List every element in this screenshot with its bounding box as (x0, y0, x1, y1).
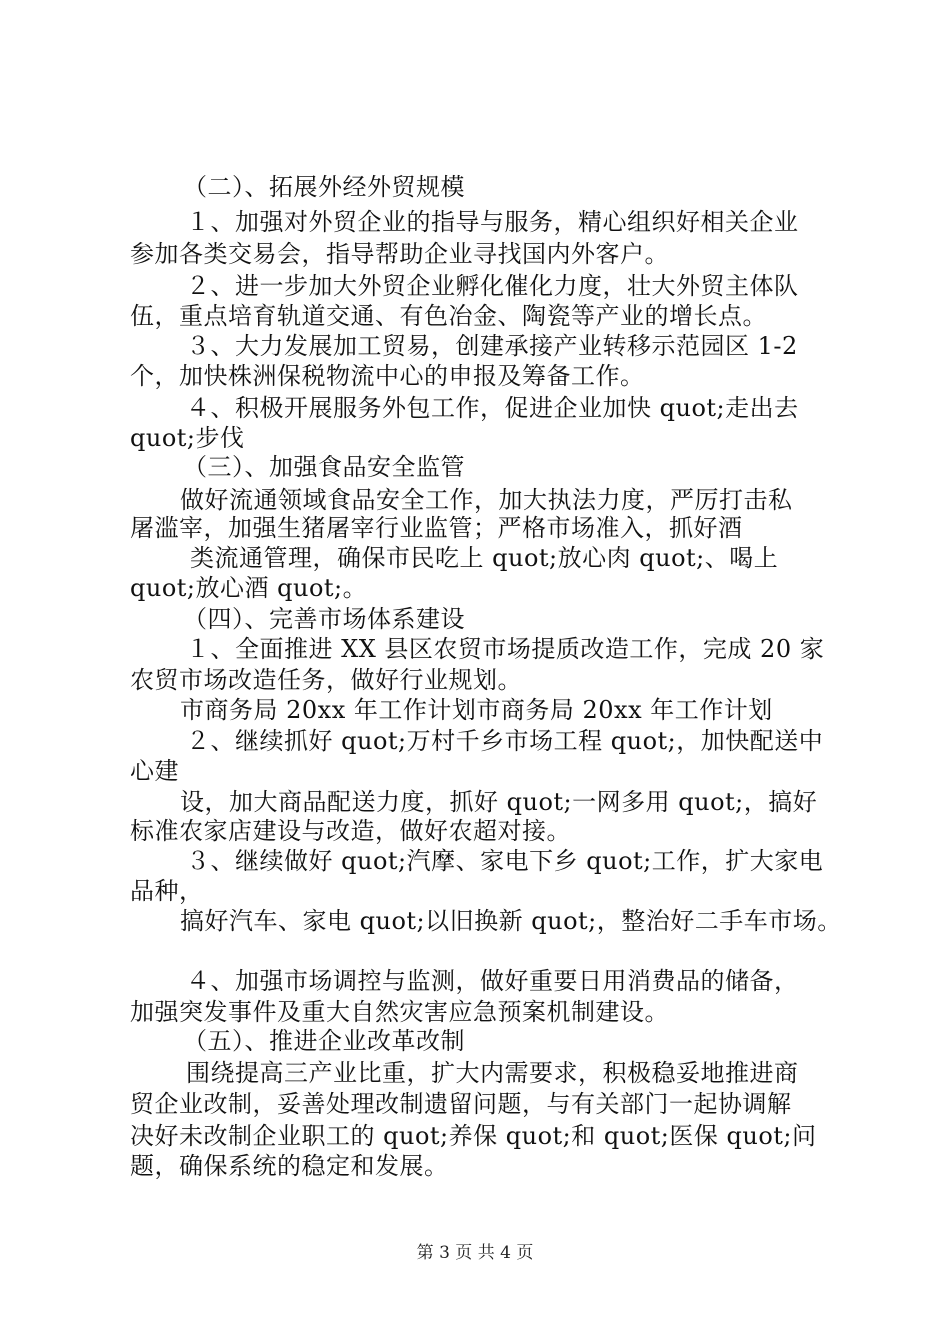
paragraph-line: 题，确保系统的稳定和发展。 (130, 1152, 449, 1180)
paragraph-line: ３、大力发展加工贸易，创建承接产业转移示范园区 1-2 (186, 332, 798, 360)
paragraph-line: 做好流通领域食品安全工作，加大执法力度，严厉打击私 (180, 486, 793, 514)
paragraph-line: ２、进一步加大外贸企业孵化催化力度，壮大外贸主体队 (186, 272, 799, 300)
paragraph-line: 屠滥宰，加强生猪屠宰行业监管；严格市场准入，抓好酒 (130, 514, 743, 542)
paragraph-line: 设，加大商品配送力度，抓好 quot;一网多用 quot;，搞好 (180, 788, 818, 816)
section-heading-5: （五）、推进企业改革改制 (183, 1027, 465, 1055)
paragraph-line: 品种， (130, 877, 204, 905)
section-heading-3: （三）、加强食品安全监管 (183, 453, 465, 481)
paragraph-line: 类流通管理，确保市民吃上 quot;放心肉 quot;、喝上 (190, 544, 779, 572)
paragraph-line: ２、继续抓好 quot;万村千乡市场工程 quot;，加快配送中 (186, 727, 824, 755)
section-heading-2: （二）、拓展外经外贸规模 (183, 173, 465, 201)
paragraph-line: quot;放心酒 quot;。 (130, 574, 368, 602)
paragraph-line: ４、加强市场调控与监测，做好重要日用消费品的储备， (186, 967, 799, 995)
paragraph-line: 个，加快株洲保税物流中心的申报及筹备工作。 (130, 362, 645, 390)
paragraph-line: quot;步伐 (130, 424, 245, 452)
paragraph-line: 农贸市场改造任务，做好行业规划。 (130, 666, 522, 694)
paragraph-line: 围绕提高三产业比重，扩大内需要求，积极稳妥地推进商 (186, 1059, 799, 1087)
paragraph-line: 心建 (130, 757, 179, 785)
section-heading-4: （四）、完善市场体系建设 (183, 605, 465, 633)
paragraph-line: 决好未改制企业职工的 quot;养保 quot;和 quot;医保 quot;问 (130, 1122, 817, 1150)
paragraph-line: 贸企业改制，妥善处理改制遗留问题，与有关部门一起协调解 (130, 1090, 792, 1118)
paragraph-line: ３、继续做好 quot;汽摩、家电下乡 quot;工作，扩大家电 (186, 847, 824, 875)
paragraph-line: 伍，重点培育轨道交通、有色冶金、陶瓷等产业的增长点。 (130, 302, 767, 330)
paragraph-line: １、加强对外贸企业的指导与服务，精心组织好相关企业 (186, 208, 799, 236)
paragraph-line: 标准农家店建设与改造，做好农超对接。 (130, 817, 571, 845)
paragraph-line: ４、积极开展服务外包工作，促进企业加快 quot;走出去 (186, 394, 799, 422)
paragraph-line: 参加各类交易会，指导帮助企业寻找国内外客户。 (130, 240, 669, 268)
paragraph-line: １、全面推进 XX 县区农贸市场提质改造工作，完成 20 家 (186, 635, 825, 663)
page-number-footer: 第 3 页 共 4 页 (416, 1243, 534, 1263)
paragraph-line: 搞好汽车、家电 quot;以旧换新 quot;，整治好二手车市场。 (180, 907, 842, 935)
paragraph-line: 市商务局 20xx 年工作计划市商务局 20xx 年工作计划 (180, 696, 773, 724)
paragraph-line: 加强突发事件及重大自然灾害应急预案机制建设。 (130, 998, 669, 1026)
